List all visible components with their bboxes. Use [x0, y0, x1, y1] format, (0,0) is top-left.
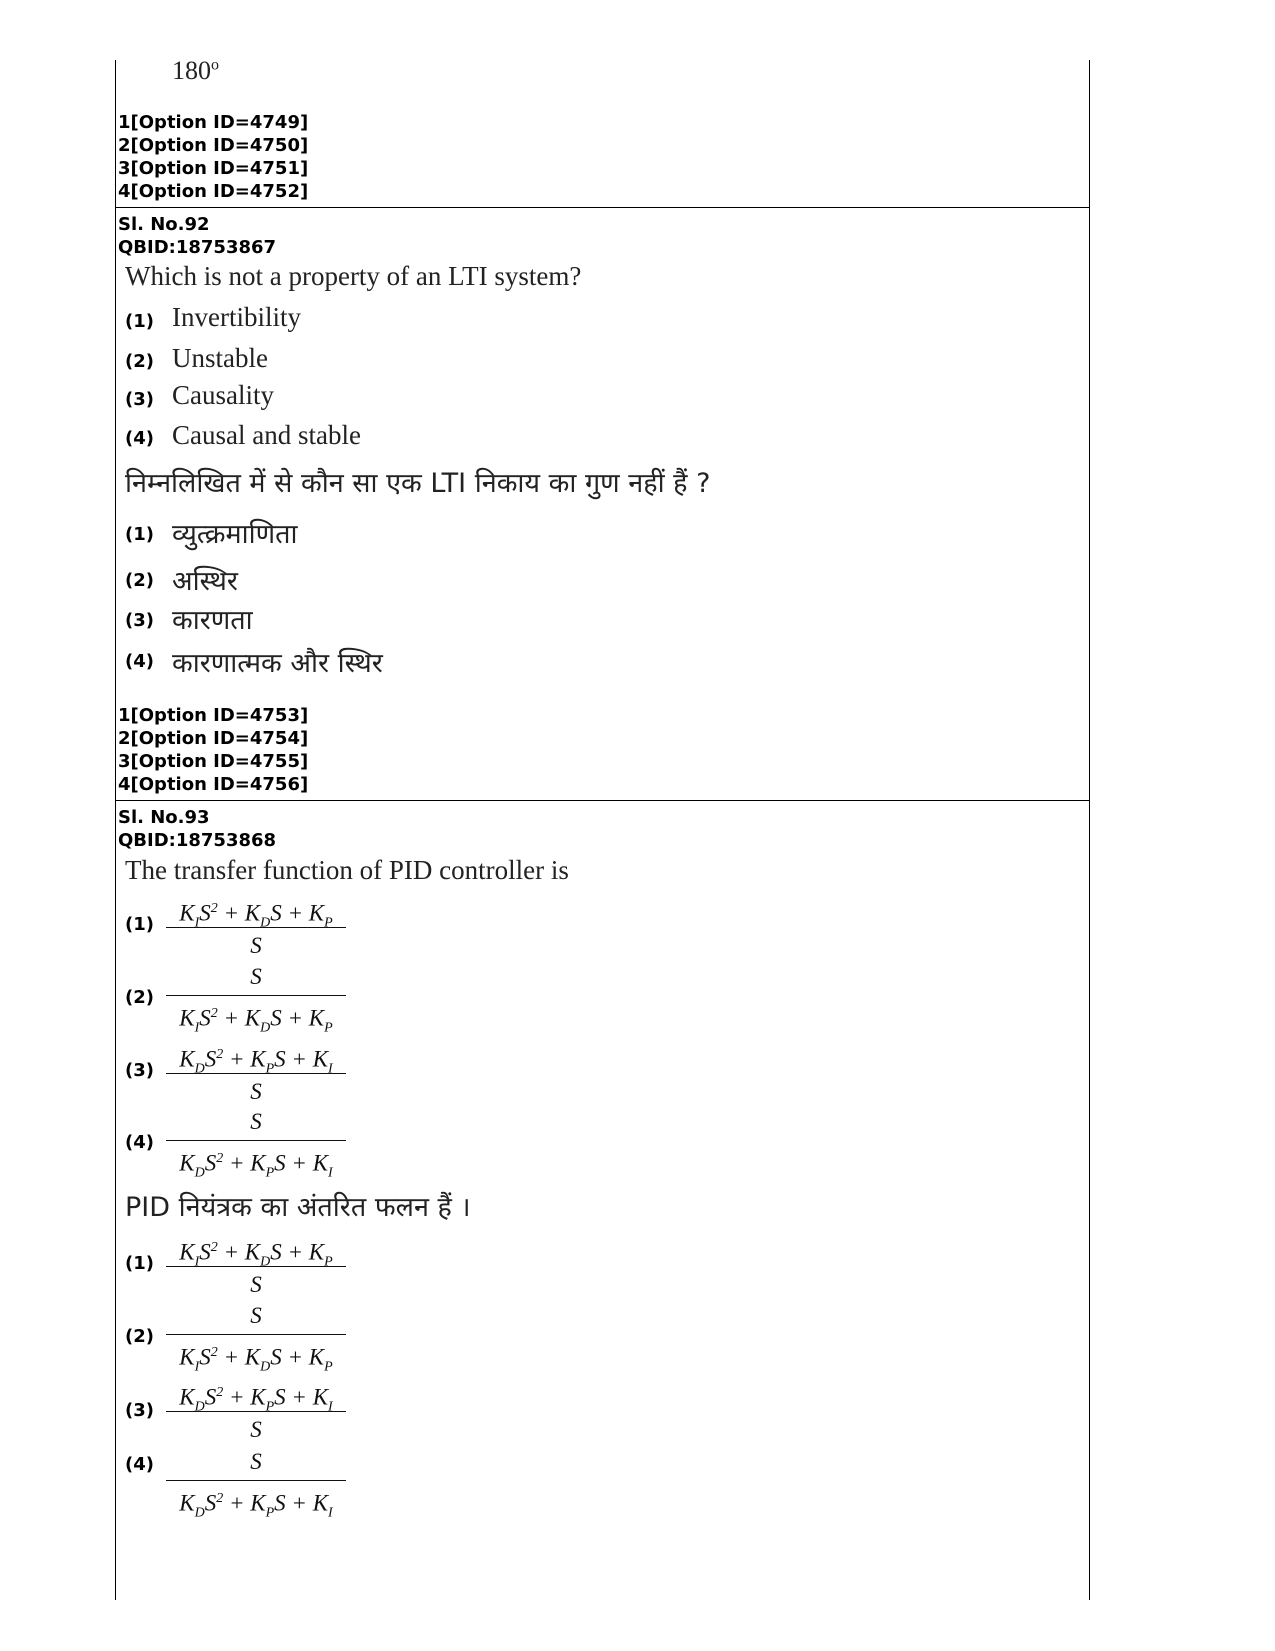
option-number: (1): [125, 914, 154, 935]
option-number: (2): [125, 570, 154, 591]
option-text: कारणता: [172, 605, 253, 636]
option-text: अस्थिर: [172, 566, 238, 597]
option-number: (1): [125, 1253, 154, 1274]
option-text: Invertibility: [172, 302, 301, 332]
option-number: (4): [125, 428, 154, 449]
option-number: (2): [125, 1326, 154, 1347]
serial-number: Sl. No.92: [118, 214, 210, 235]
formula-option-3: $K_DS^2 + K_PS + K_I$ S: [166, 1377, 346, 1446]
option-id: 4[Option ID=4752]: [118, 181, 309, 202]
formula-option-3: $K_DS^2 + K_PS + K_I$ S: [166, 1039, 346, 1108]
formula-option-4: S $K_DS^2 + K_PS + K_I$: [166, 1106, 346, 1175]
option-number: (2): [125, 351, 154, 372]
option-id: 3[Option ID=4755]: [118, 751, 309, 772]
option-text: व्युत्क्रमाणिता: [172, 519, 298, 550]
option-number: (3): [125, 389, 154, 410]
option-number: (2): [125, 987, 154, 1008]
qbid: QBID:18753867: [118, 237, 277, 258]
option-number: (1): [125, 311, 154, 332]
option-number: (4): [125, 1132, 154, 1153]
option-id-list: [118, 111, 308, 203]
option-number: (4): [125, 651, 154, 672]
option-id: 3[Option ID=4751]: [118, 158, 309, 179]
option-number: (1): [125, 524, 154, 545]
formula-option-2: S $K_IS^2 + K_DS + K_P$: [166, 961, 346, 1030]
option-id: 1[Option ID=4749]: [118, 112, 309, 133]
qbid: QBID:18753868: [118, 830, 277, 851]
degree-sign: o: [211, 56, 219, 74]
question-header: [118, 213, 276, 259]
question-text-hi: PID नियंत्रक का अंतरित फलन हैं ।: [125, 1192, 471, 1223]
serial-number: Sl. No.93: [118, 807, 210, 828]
option-id-list: [118, 704, 308, 796]
question-header: [118, 806, 276, 852]
option-number: (3): [125, 1060, 154, 1081]
row-divider: [115, 800, 1090, 801]
option-number: (3): [125, 610, 154, 631]
option-id: 2[Option ID=4750]: [118, 135, 309, 156]
option-number: (3): [125, 1400, 154, 1421]
row-divider: [115, 207, 1090, 208]
previous-option-value: [172, 56, 219, 86]
option-id: 1[Option ID=4753]: [118, 705, 309, 726]
angle-value: 180: [172, 56, 211, 85]
question-text-en: Which is not a property of an LTI system?: [125, 261, 582, 291]
option-id: 2[Option ID=4754]: [118, 728, 309, 749]
question-text-en: The transfer function of PID controller is: [125, 855, 569, 885]
option-text: Causal and stable: [172, 420, 361, 450]
formula-option-1: $K_IS^2 + K_DS + K_P$ S: [166, 893, 346, 962]
formula-option-2: S $K_IS^2 + K_DS + K_P$: [166, 1300, 346, 1369]
option-text: कारणात्मक और स्थिर: [172, 648, 383, 679]
option-text: Causality: [172, 380, 274, 410]
option-id: 4[Option ID=4756]: [118, 774, 309, 795]
formula-option-4: S $K_DS^2 + K_PS + K_I$: [166, 1446, 346, 1515]
option-number: (4): [125, 1454, 154, 1475]
formula-option-1: $K_IS^2 + K_DS + K_P$ S: [166, 1232, 346, 1301]
option-text: Unstable: [172, 343, 268, 373]
question-text-hi: निम्नलिखित में से कौन सा एक LTI निकाय का गुण नहीं हैं ?: [125, 468, 711, 499]
